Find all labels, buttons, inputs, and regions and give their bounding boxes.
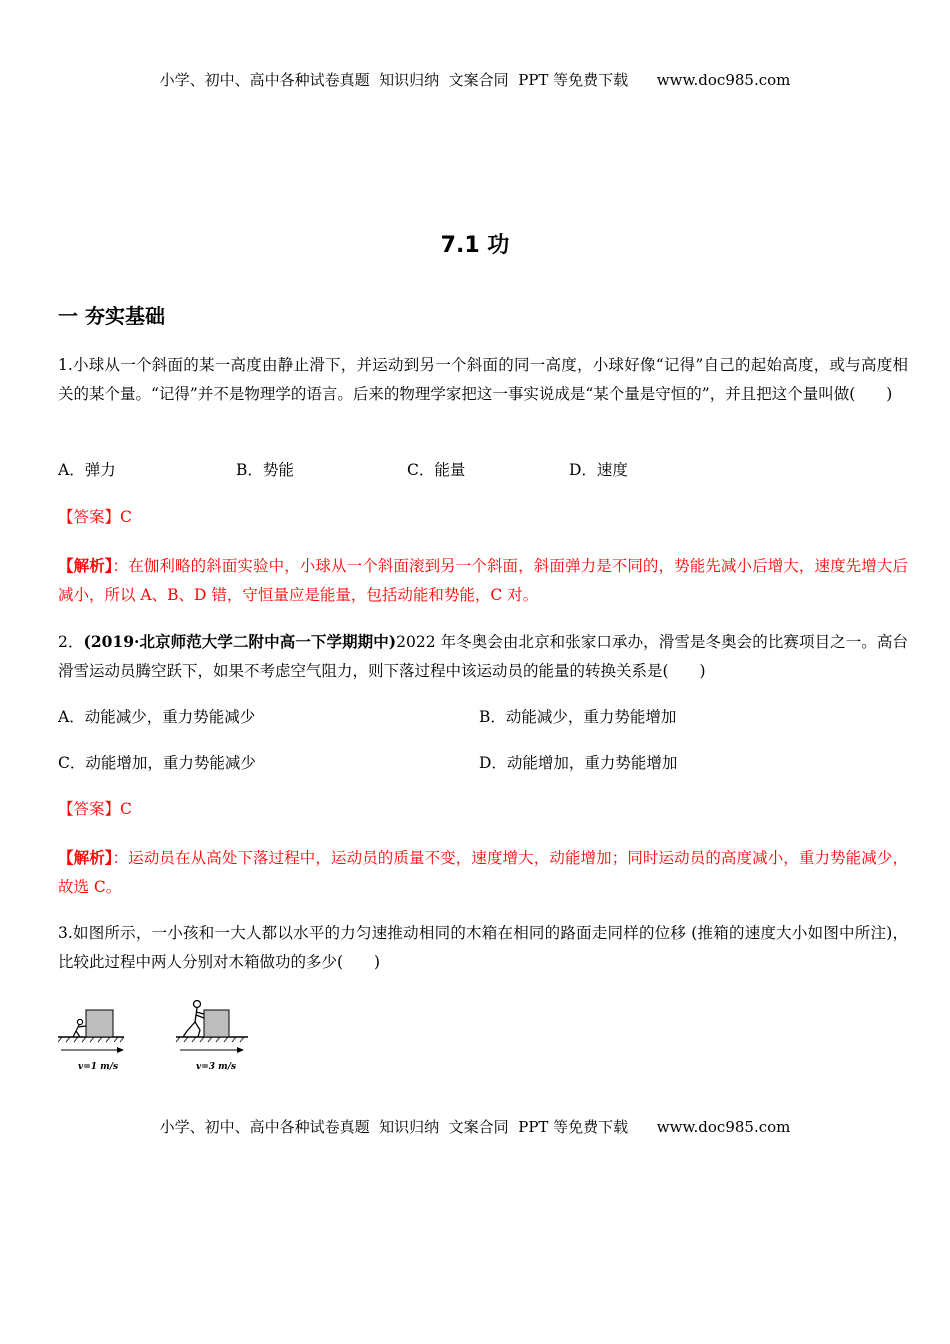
q1-option-d: D．速度 xyxy=(569,461,628,479)
q2-analysis-text: ：运动员在从高处下落过程中，运动员的质量不变，速度增大，动能增加；同时运动员的高度减小，重力势能减少，故选 C。 xyxy=(58,849,908,896)
q2-analysis-label: 【解析】 xyxy=(58,848,113,867)
page-footer: 小学、初中、高中各种试卷真题 知识归纳 文案合同 PPT 等免费下载 www.doc985.com xyxy=(159,1118,791,1136)
q2-stem-text: 2022 年冬奥会由北京和张家口承办，滑雪是冬奥会的比赛项目之一。高台滑雪运动员腾空跃下，如果不考虑空气阻力，则下落过程中该运动员的能量的转换关系是( ) xyxy=(58,633,908,680)
q1-option-c: C．能量 xyxy=(407,461,466,479)
q1-answer-value: C xyxy=(120,508,132,526)
q1-option-b: B．势能 xyxy=(236,461,294,479)
page-header: 小学、初中、高中各种试卷真题 知识归纳 文案合同 PPT 等免费下载 www.doc985.com xyxy=(159,71,791,89)
section-heading: 一 夯实基础 xyxy=(58,304,165,328)
arrow-head xyxy=(117,1047,124,1053)
wooden-box xyxy=(86,1010,113,1037)
q2-option-c: C．动能增加，重力势能减少 xyxy=(58,754,256,772)
q2-answer-value: C xyxy=(120,800,132,818)
q2-answer xyxy=(58,797,132,819)
q2-analysis xyxy=(58,843,908,902)
q3-figure xyxy=(58,996,258,1076)
adult-pushing-scene xyxy=(176,1001,248,1073)
q1-analysis xyxy=(58,551,908,610)
wooden-box xyxy=(204,1010,229,1037)
child-pushing-scene xyxy=(58,1010,124,1072)
q1-answer-label: 【答案】 xyxy=(58,508,121,526)
page-title: 7.1 功 xyxy=(440,233,510,258)
q2-option-a: A．动能减少，重力势能减少 xyxy=(58,708,256,726)
q2-option-b: B．动能减少，重力势能增加 xyxy=(479,708,677,726)
q2-option-d: D．动能增加，重力势能增加 xyxy=(479,754,678,772)
q2-number: 2． xyxy=(58,633,84,651)
adult-figure xyxy=(183,1001,204,1038)
q2-answer-label: 【答案】 xyxy=(58,800,121,818)
q1-option-a: A．弹力 xyxy=(58,461,116,479)
velocity-label-child: v=1 m/s xyxy=(78,1062,119,1072)
q1-stem: 1.小球从一个斜面的某一高度由静止滑下，并运动到另一个斜面的同一高度，小球好像“记得”自己的起始高度，或与高度相关的某个量。“记得”并不是物理学的语言。后来的物理学家把这一事实说成是“某个量是守恒的”，并且把这个量叫做( ) xyxy=(58,356,909,403)
q1-analysis-text: ：在伽利略的斜面实验中，小球从一个斜面滚到另一个斜面，斜面弹力是不同的，势能先减小后增大，速度先增大后减小，所以 A、B、D 错，守恒量应是能量，包括动能和势能，C 对。 xyxy=(58,557,908,604)
child-figure xyxy=(73,1019,86,1037)
arrow-head xyxy=(237,1047,244,1053)
q1-analysis-label: 【解析】 xyxy=(58,556,113,575)
velocity-label-adult: v=3 m/s xyxy=(196,1062,237,1072)
q3-stem: 3.如图所示，一小孩和一大人都以水平的力匀速推动相同的木箱在相同的路面走同样的位移 (推箱的速度大小如图中所注)，比较此过程中两人分别对木箱做功的多少( ) xyxy=(58,924,908,971)
q2-source: (2019·北京师范大学二附中高一下学期期中) xyxy=(83,632,397,651)
q1-answer xyxy=(58,505,132,527)
q2-stem xyxy=(58,627,908,686)
